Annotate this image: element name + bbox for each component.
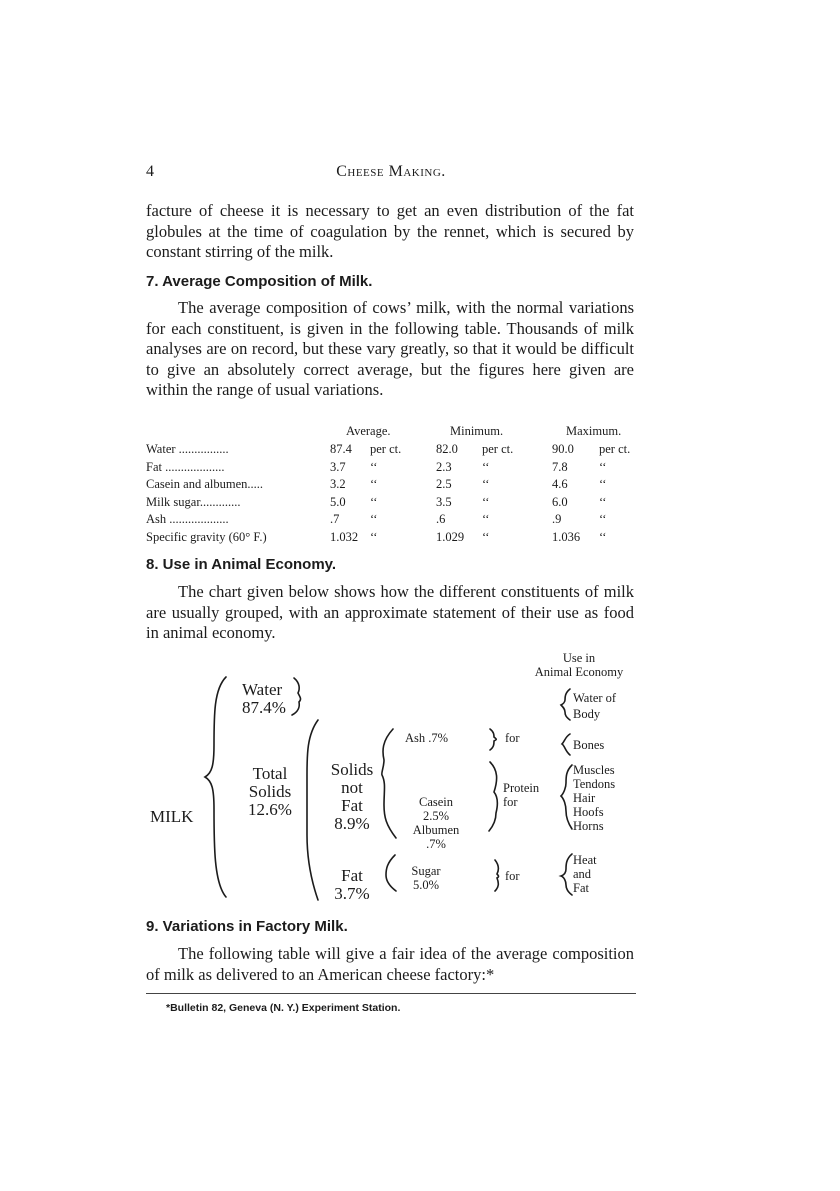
use-bones-brace: [562, 734, 570, 755]
casein-percent: 2.5%: [422, 809, 450, 823]
table-header-row: [146, 424, 636, 442]
section-9-paragraph: The following table will give a fair idea of the average composition of milk as delivered to an American cheese factory:*: [146, 944, 634, 984]
min-value: 3.5: [436, 494, 452, 509]
running-title: Cheese Making.: [336, 163, 446, 180]
min-unit: ‘‘: [482, 459, 490, 474]
protein-for-group: [503, 781, 539, 809]
min-unit: ‘‘: [482, 512, 490, 526]
avg-value: 1.032: [330, 529, 359, 544]
max-unit: ‘‘: [599, 477, 607, 491]
total-label: Total: [252, 764, 288, 783]
avg-value: 87.4: [330, 442, 352, 456]
water-percent: 87.4%: [242, 698, 286, 717]
row-label: Milk sugar.............: [146, 494, 241, 509]
min-value: .6: [436, 512, 446, 526]
sugar-label: Sugar: [411, 864, 441, 878]
hair-label: Hair: [573, 791, 596, 805]
table-row: [146, 477, 636, 495]
min-value: 2.5: [436, 477, 452, 491]
solids-label: Solids: [330, 760, 374, 779]
composition-table: [146, 424, 636, 547]
max-value: 4.6: [552, 477, 568, 491]
max-value: 7.8: [552, 459, 568, 474]
sugar-brace: [386, 855, 396, 891]
header-average: Average.: [346, 424, 391, 438]
solids-not-fat-percent: 8.9%: [334, 814, 370, 833]
milk-constituents-chart: [0, 645, 840, 905]
and-label: and: [573, 867, 592, 881]
protein-label: Protein: [503, 781, 540, 795]
section-8-heading: 8. Use in Animal Economy.: [146, 556, 337, 573]
table-row: [146, 442, 636, 460]
fat-group: [320, 867, 384, 903]
heat-label: Heat: [573, 853, 597, 867]
avg-value: 3.2: [330, 477, 346, 491]
muscles-label: Muscles: [573, 763, 615, 777]
solids-label: Solids: [248, 782, 292, 801]
albumen-percent: .7%: [426, 837, 446, 851]
fat-label: Fat: [573, 881, 589, 895]
milk-label: MILK: [150, 807, 194, 826]
table-row: [146, 530, 636, 548]
max-value: .9: [552, 512, 562, 526]
avg-unit: ‘‘: [370, 477, 378, 491]
use-bones: Bones: [573, 738, 605, 752]
solids-not-fat-group: [320, 761, 384, 833]
casein-label: Casein: [418, 795, 454, 809]
avg-value: .7: [330, 512, 340, 526]
water-brace: [292, 678, 301, 715]
max-unit: ‘‘: [599, 529, 607, 544]
row-label: Water ................: [146, 442, 229, 456]
section-7-heading: 7. Average Composition of Milk.: [146, 273, 373, 290]
fat-percent: 3.7%: [334, 884, 370, 903]
use-water-of-body: [573, 691, 616, 721]
water-label: Water: [242, 680, 283, 699]
albumen-label: Albumen: [412, 823, 460, 837]
avg-value: 3.7: [330, 459, 346, 474]
max-value: 1.036: [552, 529, 581, 544]
tendons-label: Tendons: [573, 777, 616, 791]
min-unit: ‘‘: [482, 477, 490, 491]
total-solids-percent: 12.6%: [248, 800, 292, 819]
total-solids-group: [230, 765, 310, 819]
ash-label: Ash .7%: [405, 731, 449, 745]
sugar-percent: 5.0%: [412, 878, 440, 892]
page-number: 4: [146, 163, 154, 180]
use-water-brace: [561, 689, 570, 720]
avg-unit: ‘‘: [370, 494, 378, 509]
max-unit: ‘‘: [599, 494, 607, 509]
sugar-for-label: for: [505, 869, 520, 883]
table-row: [146, 512, 636, 530]
use-heat-and-fat: [573, 853, 597, 895]
not-label: not: [341, 778, 363, 797]
min-unit: ‘‘: [482, 494, 490, 509]
use-protein-brace: [561, 765, 572, 829]
max-unit: ‘‘: [599, 459, 607, 474]
table-row: [146, 460, 636, 478]
water-group: [242, 681, 286, 717]
max-value: 6.0: [552, 494, 568, 509]
max-value: 90.0: [552, 442, 574, 456]
milk-brace: [205, 677, 226, 897]
use-protein-list: [573, 763, 615, 833]
ash-for-brace: [490, 729, 496, 750]
min-unit: per ct.: [482, 442, 514, 456]
max-unit: ‘‘: [599, 512, 607, 526]
max-unit: per ct.: [599, 442, 631, 456]
page-header: [146, 163, 636, 185]
table-row: [146, 495, 636, 513]
casein-albumen-group: [398, 795, 474, 851]
section-7-paragraph: The average composition of cows’ milk, with the normal variations for each constituent, is given in the following table. Thousands of milk analyses are on record, but these vary greatly, so that it would be difficult to give an absolutely correct average, but the figures here given are within the range of usual variations.: [146, 298, 634, 399]
min-unit: ‘‘: [482, 529, 490, 544]
horns-label: Horns: [573, 819, 604, 833]
sugar-for-brace: [495, 860, 499, 891]
min-value: 82.0: [436, 442, 458, 456]
row-label: Ash ...................: [146, 512, 229, 526]
min-value: 1.029: [436, 529, 465, 544]
avg-value: 5.0: [330, 494, 346, 509]
sugar-group: [396, 864, 456, 892]
hoofs-label: Hoofs: [573, 805, 604, 819]
section-9-heading: 9. Variations in Factory Milk.: [146, 918, 348, 935]
avg-unit: ‘‘: [370, 459, 378, 474]
footnote: *Bulletin 82, Geneva (N. Y.) Experiment Station.: [166, 1002, 401, 1014]
use-header-line-2: Animal Economy: [534, 665, 624, 679]
min-value: 2.3: [436, 459, 452, 474]
intro-paragraph: facture of cheese it is necessary to get an even distribution of the fat globules at the time of coagulation by the rennet, which is secured by constant stirring of the milk.: [146, 201, 634, 261]
avg-unit: ‘‘: [370, 529, 378, 544]
body-label: Body: [573, 707, 601, 721]
row-label: Casein and albumen.....: [146, 477, 263, 491]
fat-label: Fat: [341, 796, 363, 815]
row-label: Fat ...................: [146, 459, 225, 474]
use-in-animal-economy-header: [524, 651, 634, 679]
ash-for-label: for: [505, 731, 520, 745]
protein-for-label: for: [503, 795, 518, 809]
use-header-line-1: Use in: [562, 651, 596, 665]
header-minimum: Minimum.: [450, 424, 504, 438]
water-of-label: Water of: [573, 691, 617, 705]
row-label: Specific gravity (60° F.): [146, 529, 267, 544]
section-8-paragraph: The chart given below shows how the different constituents of milk are usually grouped, with an approximate statement of their use as food in animal economy.: [146, 582, 634, 642]
footnote-divider: [146, 993, 636, 994]
use-heat-brace: [561, 854, 572, 895]
header-maximum: Maximum.: [566, 424, 622, 438]
avg-unit: ‘‘: [370, 512, 378, 526]
avg-unit: per ct.: [370, 442, 402, 456]
protein-brace: [489, 762, 497, 831]
fat-label: Fat: [341, 866, 363, 885]
